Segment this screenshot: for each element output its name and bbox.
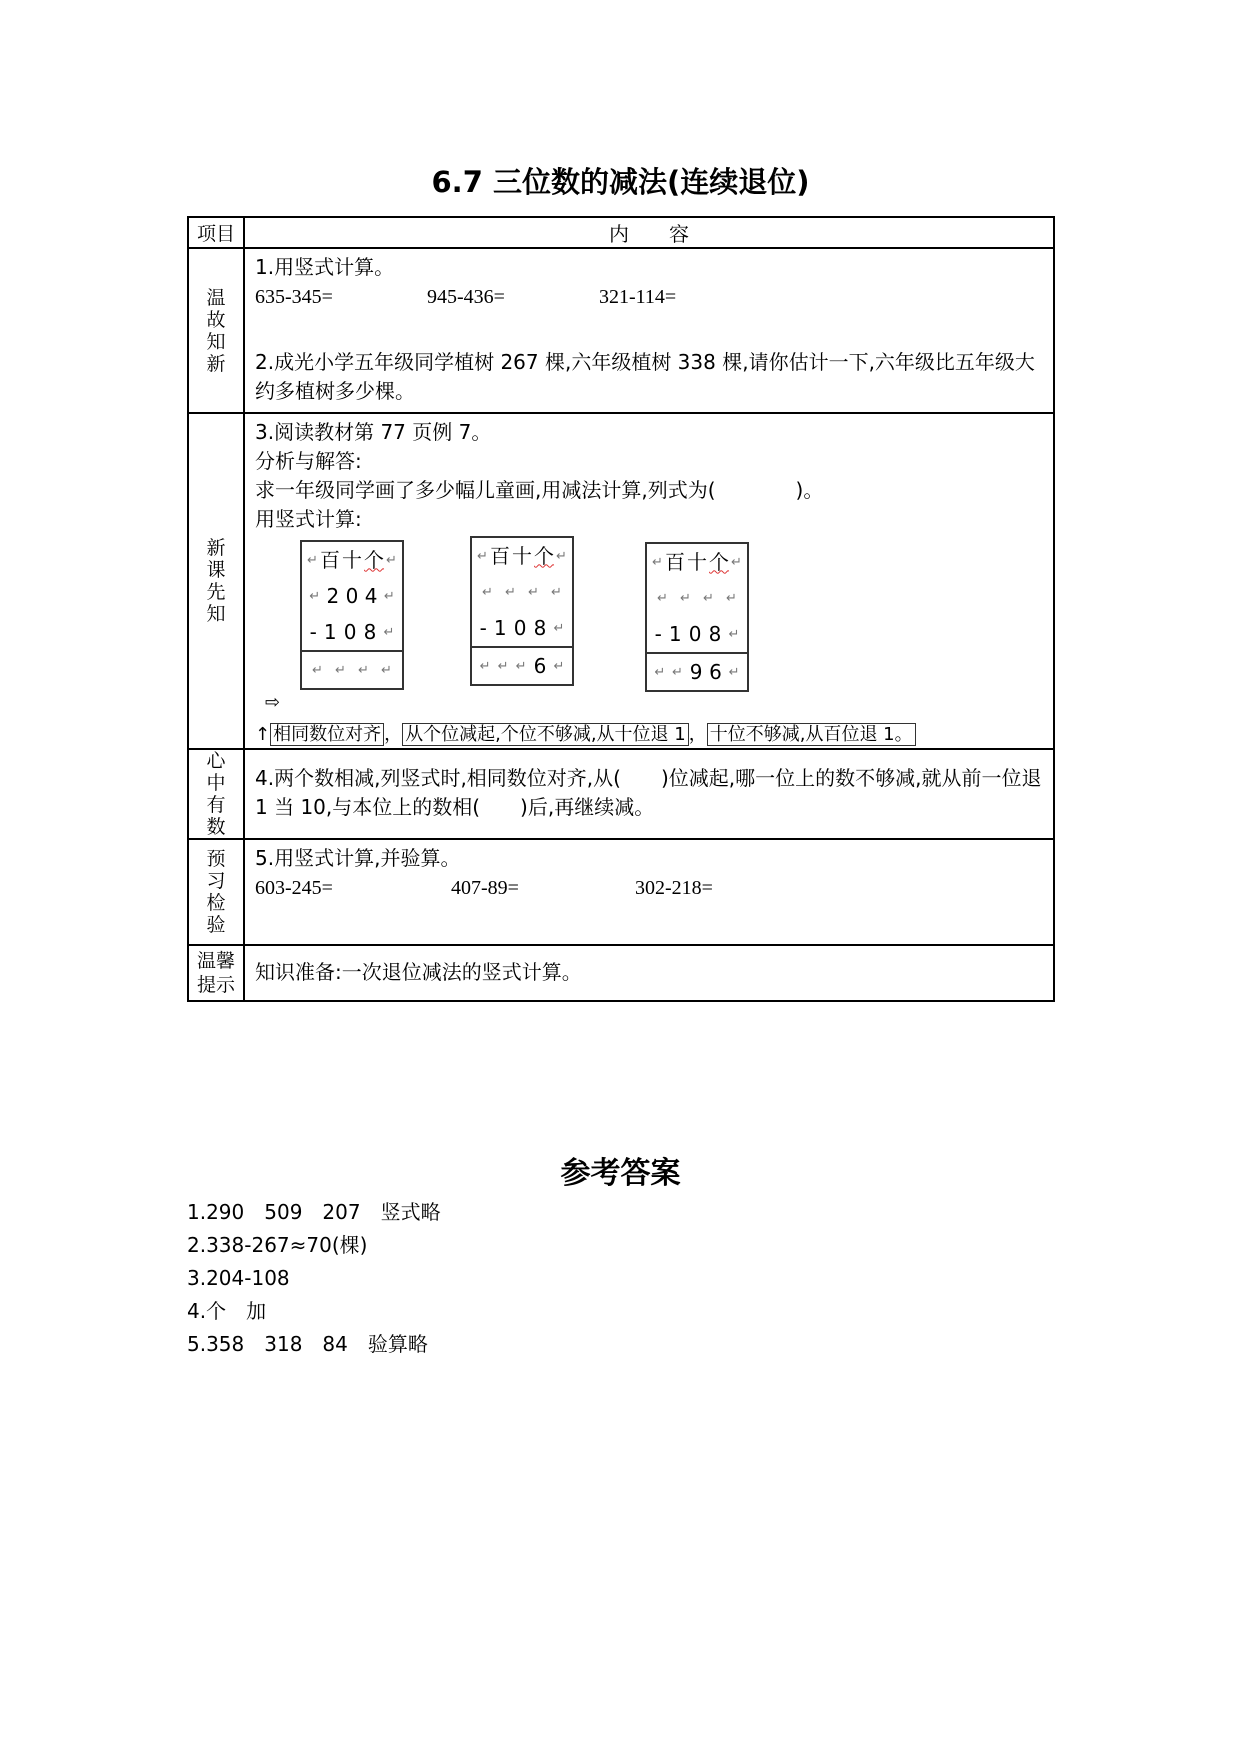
worksheet-table <box>187 216 1055 1002</box>
q3-question: 求一年级同学画了多少幅儿童画,用减法计算,列式为( )。 <box>255 478 824 502</box>
q1-equations <box>255 282 1045 348</box>
q1-eq-2: 945-436= <box>427 286 505 308</box>
vertical-box-3: ↵ 百 十 个 ↵ ↵ ↵ ↵ ↵ - 1 0 8 ↵ ↵ ↵ 9 6 ↵ <box>645 542 749 692</box>
q5-eq-3: 302-218= <box>635 877 713 899</box>
up-arrow-icon: ↑ <box>255 724 271 745</box>
tip-3: 十位不够减,从百位退 1。 <box>707 723 916 746</box>
vertical-calc-label: 用竖式计算: <box>255 507 362 531</box>
row-hint <box>188 945 1054 1001</box>
q1-title: 1.用竖式计算。 <box>255 255 395 279</box>
vertical-calc-area <box>255 534 1045 724</box>
content-hint: 知识准备:一次退位减法的竖式计算。 <box>244 945 1054 1001</box>
analysis-label: 分析与解答: <box>255 449 362 473</box>
label-mind: 心中有数 <box>188 749 244 839</box>
q1-eq-3: 321-114= <box>599 286 677 308</box>
label-hint: 温馨提示 <box>188 945 244 1001</box>
answers-title: 参考答案 <box>560 1156 681 1191</box>
header-content: 内 容 <box>244 217 1054 248</box>
q5-eq-2: 407-89= <box>451 877 519 899</box>
content-check <box>244 839 1054 945</box>
vertical-box-2: ↵ 百 十 个 ↵ ↵ ↵ ↵ ↵ - 1 0 8 ↵ ↵ ↵ ↵ 6 ↵ <box>470 536 574 686</box>
q3-title: 3.阅读教材第 77 页例 7。 <box>255 420 492 444</box>
tips-row: ↑ 相同数位对齐 ， 从个位减起,个位不够减,从十位退 1 ， 十位不够减,从百位退 1。 <box>255 722 1045 748</box>
tip-1: 相同数位对齐 <box>270 723 384 746</box>
answers-list <box>187 1196 441 1361</box>
tip-2: 从个位减起,个位不够减,从十位退 1 <box>402 723 689 746</box>
q5-equations <box>255 873 1045 903</box>
answer-line-4: 4.个 加 <box>187 1299 267 1323</box>
arrow-right-icon: ⇨ <box>265 692 281 713</box>
answer-line-2: 2.338-267≈70(棵) <box>187 1233 368 1257</box>
q1-eq-1: 635-345= <box>255 286 333 308</box>
row-preview <box>188 413 1054 749</box>
label-check: 预习检验 <box>188 839 244 945</box>
answer-line-3: 3.204-108 <box>187 1266 290 1290</box>
content-preview <box>244 413 1054 749</box>
content-mind: 4.两个数相减,列竖式时,相同数位对齐,从( )位减起,哪一位上的数不够减,就从前一位退 1 当 10,与本位上的数相( )后,再继续减。 <box>244 749 1054 839</box>
row-review <box>188 248 1054 413</box>
document-title: 6.7 三位数的减法(连续退位) <box>431 165 810 199</box>
label-preview: 新课先知 <box>188 413 244 749</box>
table-header-row <box>188 217 1054 248</box>
q2-text: 2.成光小学五年级同学植树 267 棵,六年级植树 338 棵,请你估计一下,六年级比五年级大约多植树多少棵。 <box>255 350 1035 403</box>
row-mind <box>188 749 1054 839</box>
vertical-box-1: ↵ 百 十 个 ↵ ↵ 2 0 4 ↵ - 1 0 8 ↵ ↵ ↵ ↵ ↵ <box>300 540 404 690</box>
header-item: 项目 <box>188 217 244 248</box>
answer-line-5: 5.358 318 84 验算略 <box>187 1332 428 1356</box>
label-review: 温故知新 <box>188 248 244 413</box>
answer-line-1: 1.290 509 207 竖式略 <box>187 1200 441 1224</box>
row-check <box>188 839 1054 945</box>
q5-eq-1: 603-245= <box>255 877 333 899</box>
q5-title: 5.用竖式计算,并验算。 <box>255 846 461 870</box>
content-review <box>244 248 1054 413</box>
